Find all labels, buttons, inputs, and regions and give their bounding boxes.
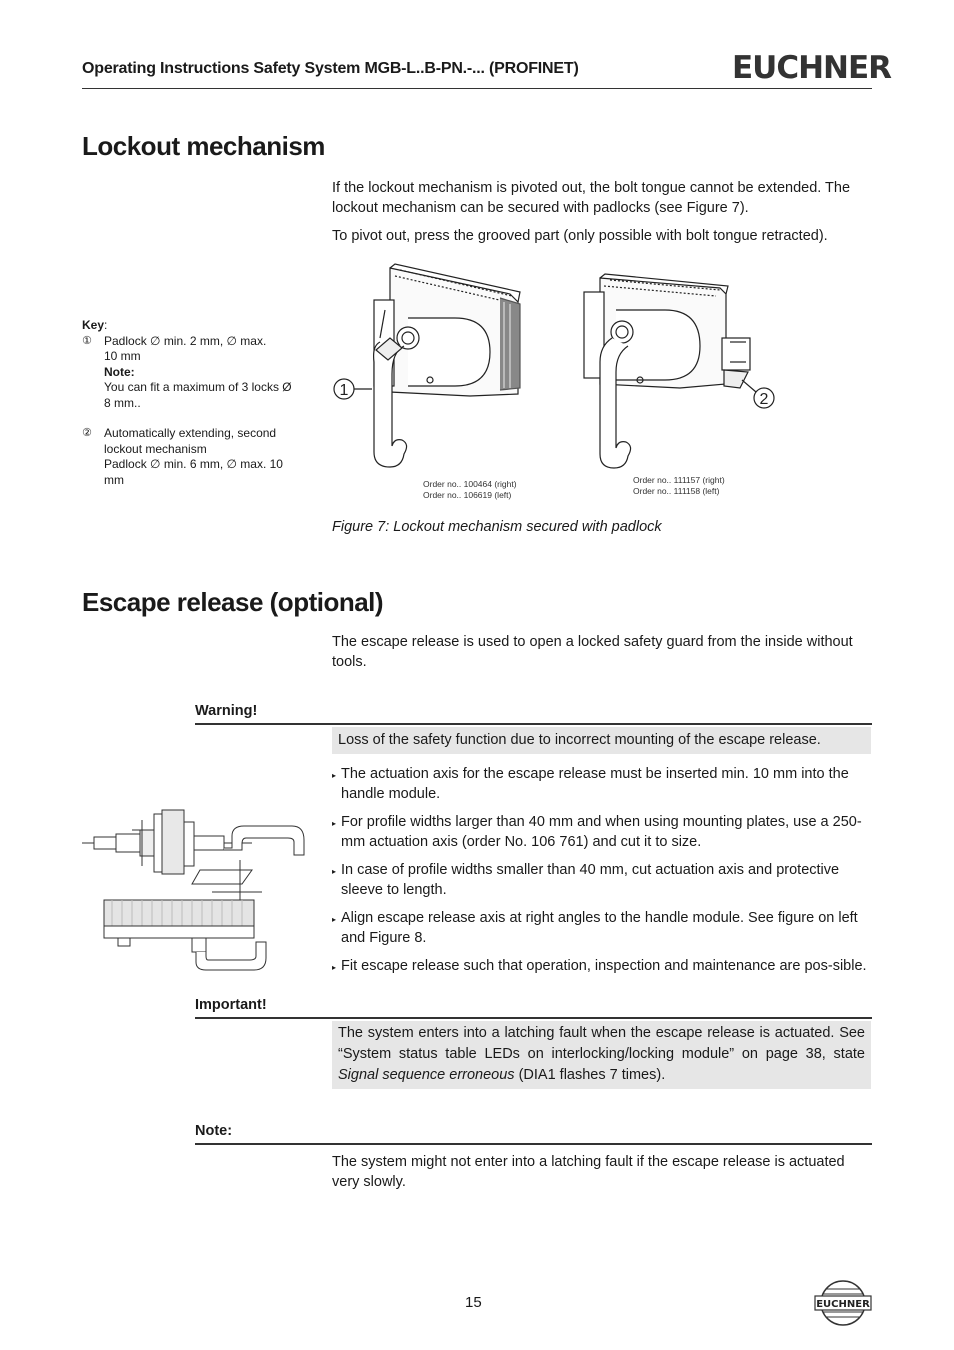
list-item: ▸ The actuation axis for the escape release must be inserted min. 10 mm into the handle module. [332, 766, 849, 802]
order-numbers-right [633, 475, 725, 497]
escape-intro-paragraph: The escape release is used to open a locked safety guard from the inside without tools. [332, 634, 853, 670]
key-item-1-note-text: You can fit a maximum of 3 locks Ø 8 mm.. [104, 380, 292, 410]
note-label: Note: [195, 1123, 233, 1139]
order-left-right: Order no.. 100464 (right) [423, 479, 517, 489]
bullet-arrow-icon: ▸ [332, 963, 337, 972]
section-heading-escape-release: Escape release (optional) [82, 587, 384, 617]
warning-text: Loss of the safety function due to incorrect mounting of the escape release. [338, 732, 821, 748]
lockout-paragraph-1: If the lockout mechanism is pivoted out, the bolt tongue cannot be extended. The lockout mechanism can be secured with padlocks (see Figure 7). [332, 180, 851, 216]
bullet-arrow-icon: ▸ [332, 819, 337, 828]
list-item: ▸ For profile widths larger than 40 mm and when using mounting plates, use a 250-mm actuation axis (order No. 106 761) and cut it to size. [332, 814, 862, 850]
important-rule [195, 1017, 872, 1019]
key-item-1 [82, 334, 292, 412]
key-label: Key [82, 318, 105, 332]
list-item: ▸ Align escape release axis at right angles to the handle module. See figure on left and Figure 8. [332, 910, 858, 946]
important-label: Important! [195, 997, 267, 1013]
escape-release-illustration [82, 800, 322, 980]
important-text-part2: (DIA1 flashes 7 times). [514, 1067, 666, 1083]
key-number-1: ① [82, 334, 92, 347]
key-number-2: ② [82, 427, 92, 439]
key-item-2-line1: Automatically extending, second lockout mechanism [104, 426, 277, 456]
bullet-arrow-icon: ▸ [332, 867, 337, 876]
brand-logo: EUCHNER [732, 50, 892, 86]
section-heading-lockout: Lockout mechanism [82, 131, 325, 161]
lockout-device-left-drawing [374, 264, 520, 467]
list-item: ▸ Fit escape release such that operation, inspection and maintenance are pos-sible. [332, 957, 872, 977]
figure-key: Key: ① Padlock ∅ min. 2 mm, ∅ max. 10 mm Note: You can fit a maximum of 3 locks Ø 8 mm.. ② Automatically extending, second lockout mechanism Padlock ∅ min. 6 mm, ∅ max. 10 mm [82, 318, 292, 487]
important-box [332, 1021, 871, 1089]
order-numbers-left [423, 479, 517, 501]
note-text: The system might not enter into a latching fault if the escape release is actuated very slowly. [332, 1154, 845, 1190]
warning-label: Warning! [195, 703, 258, 719]
document-header-title: Operating Instructions Safety System MGB-L..B-PN.-... (PROFINET) [82, 60, 579, 77]
warning-rule [195, 723, 872, 725]
key-item-1-note-label: Note: [104, 364, 135, 379]
order-left-left: Order no.. 106619 (left) [423, 490, 512, 500]
header-divider [82, 88, 872, 89]
bullet-arrow-icon: ▸ [332, 771, 337, 780]
list-item: ▸ In case of profile widths smaller than 40 mm, cut actuation axis and protective sleeve to length. [332, 862, 840, 898]
key-item-2-line2: Padlock ∅ min. 6 mm, ∅ max. 10 mm [104, 457, 283, 487]
key-item-1-line2: 10 mm [104, 349, 141, 363]
bullet-arrow-icon: ▸ [332, 915, 337, 924]
footer-logo-text: EUCHNER [816, 1299, 870, 1310]
lockout-figure-illustration [330, 262, 780, 482]
figure-7-caption: Figure 7: Lockout mechanism secured with padlock [332, 519, 662, 535]
lockout-paragraph-2: To pivot out, press the grooved part (only possible with bolt tongue retracted). [332, 228, 828, 244]
key-item-1-line1: Padlock ∅ min. 2 mm, ∅ max. [104, 333, 267, 348]
key-item-2 [82, 426, 292, 488]
page-number: 15 [465, 1294, 482, 1311]
warning-box [332, 727, 871, 754]
callout-label-1: 1 [339, 382, 349, 399]
order-right-right: Order no.. 111157 (right) [633, 475, 725, 485]
important-text-italic: Signal sequence erroneous [338, 1067, 515, 1083]
order-right-left: Order no.. 111158 (left) [633, 486, 720, 496]
footer-logo-icon [814, 1279, 872, 1327]
note-rule [195, 1143, 872, 1145]
escape-instructions-list [332, 765, 872, 986]
callout-label-2: 2 [759, 391, 769, 408]
lockout-device-right-drawing [584, 274, 750, 468]
important-text-part1: The system enters into a latching fault when the escape release is actuated. See “System status table LEDs on interlocking/locking module” on page 38, state [338, 1025, 865, 1062]
